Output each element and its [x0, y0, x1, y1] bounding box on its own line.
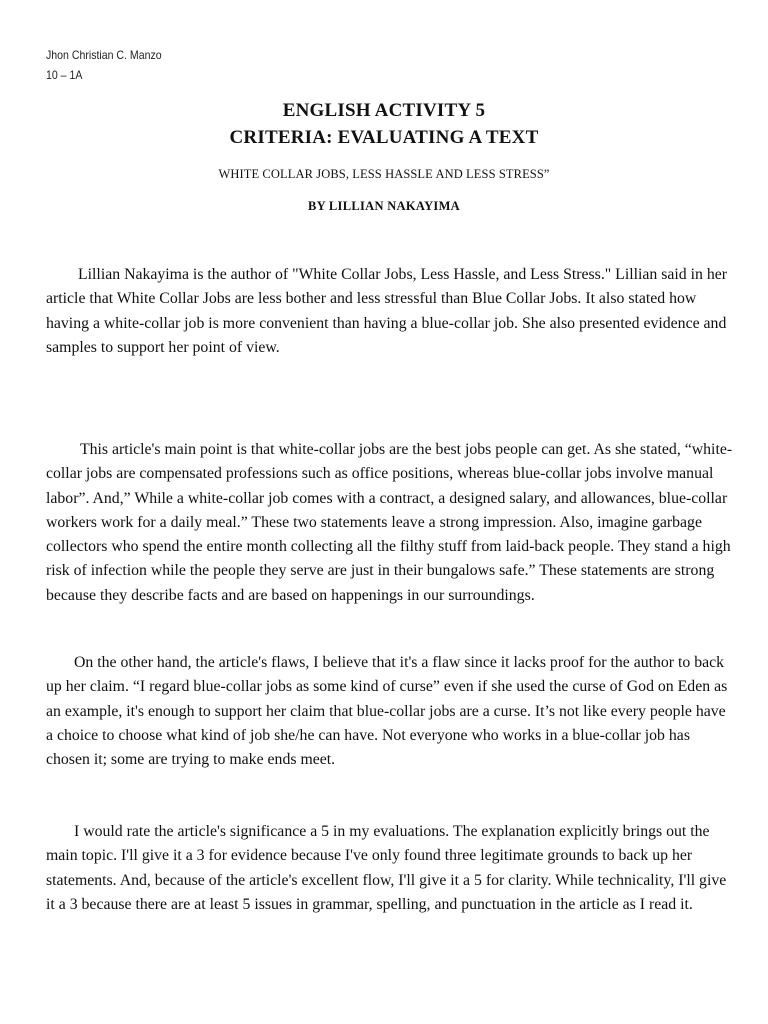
title-line-1: ENGLISH ACTIVITY 5 [282, 100, 486, 121]
student-name: Jhon Christian C. Manzo [46, 48, 162, 62]
paragraph-flaws: On the other hand, the article's flaws, I believe that it's a flaw since it lacks proof for the author to back up her claim. “I regard blue-collar jobs as some kind of curse” even if she used the curse of God on Eden as an example, it's enough to support her claim that blue-collar jobs are a curse. It’s not like every people have a choice to choose what kind of job she/he can have. Not everyone who works in a blue-collar job has chosen it; some are trying to make ends meet. [46, 654, 728, 769]
article-author: BY LILLIAN NAKAYIMA [307, 199, 461, 213]
document-title [0, 97, 768, 151]
student-section: 10 – 1A [46, 68, 83, 82]
student-info [46, 45, 162, 85]
paragraph-summary: Lillian Nakayima is the author of "White Collar Jobs, Less Hassle, and Less Stress." Lillian said in her article that White Collar Jobs are less bother and less stressful than Blue Collar Jobs. It also stated how having a white-collar job is more convenient than having a blue-collar job. She also presented evidence and samples to support her point of view. [46, 266, 728, 356]
paragraph-main-point: This article's main point is that white-collar jobs are the best jobs people can get. As she stated, “white-collar jobs are compensated professions such as office positions, whereas blue-collar jobs involve manual labor”. And,” While a white-collar job comes with a contract, a designed salary, and allowances, blue-collar workers work for a daily meal.” These two statements leave a strong impression. Also, imagine garbage collectors who spend the entire month collecting all the filthy stuff from laid-back people. They stand a high risk of infection while the people they serve are just in their bungalows safe.” These statements are strong because they describe facts and are based on happenings in our surroundings. [46, 441, 733, 604]
article-title: WHITE COLLAR JOBS, LESS HASSLE AND LESS STRESS” [218, 167, 550, 181]
paragraph-rating: I would rate the article's significance a 5 in my evaluations. The explanation explicitly brings out the main topic. I'll give it a 3 for evidence because I've only found three legitimate grounds to back up her statements. And, because of the article's excellent flow, I'll give it a 5 for clarity. While technicality, I'll give it a 3 because there are at least 5 issues in grammar, spelling, and punctuation in the article as I read it. [46, 823, 727, 913]
title-line-2: CRITERIA: EVALUATING A TEXT [229, 127, 539, 148]
